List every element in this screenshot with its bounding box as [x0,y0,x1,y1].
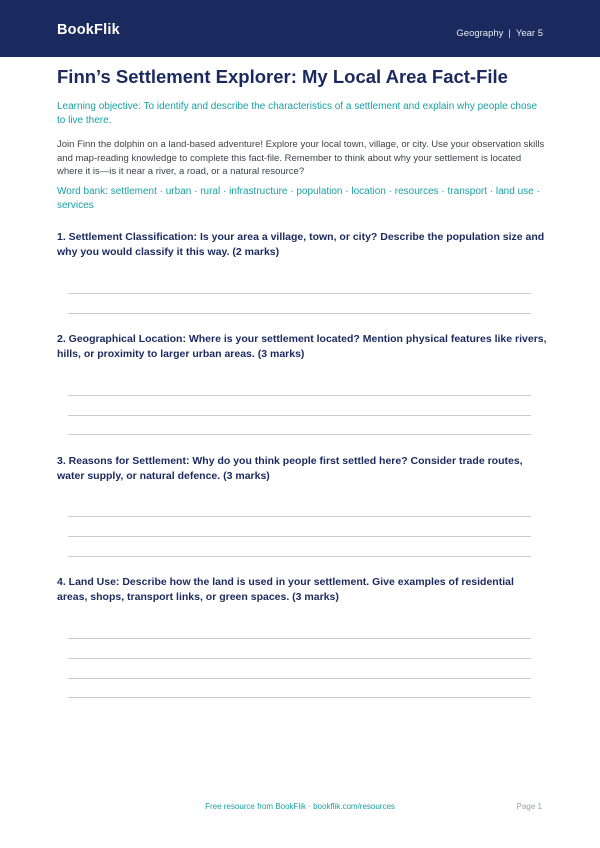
answer-line[interactable] [68,697,531,698]
subject-label: Geography [456,28,504,39]
answer-line[interactable] [68,395,531,396]
answer-line[interactable] [68,678,531,679]
question-4: 4. Land Use: Describe how the land is used in your settlement. Give examples of residential areas, shops, transport links, or green spaces. (3 marks) [57,576,514,603]
intro-paragraph: Join Finn the dolphin on a land-based adventure! Explore your local town, village, or city. Use your observation skills and map-reading knowledge to complete this fact-file. Remember to think about why your settlement is located where it is—is it near a river, a road, or a natural resource? [57,139,545,177]
answer-line[interactable] [68,293,531,294]
answer-line[interactable] [68,434,531,435]
answer-line[interactable] [68,536,531,537]
answer-line[interactable] [68,658,531,659]
footer-link[interactable]: Free resource from BookFlik · bookflik.com/resources [205,802,395,811]
answer-line[interactable] [68,516,531,517]
question-1: 1. Settlement Classification: Is your area a village, town, or city? Describe the population size and why you would classify it this way. (2 marks) [57,231,545,258]
meta-separator: | [508,28,511,39]
word-bank: Word bank: settlement · urban · rural · infrastructure · population · location · resources · transport · land use · services [57,186,540,211]
page-number: Page 1 [516,802,542,811]
subject-year-label [456,28,543,39]
question-2: 2. Geographical Location: Where is your settlement located? Mention physical features like rivers, hills, or proximity to larger urban areas. (3 marks) [57,333,547,360]
page-title: Finn’s Settlement Explorer: My Local Area Fact-File [57,66,508,87]
answer-line[interactable] [68,556,531,557]
answer-line[interactable] [68,415,531,416]
answer-line[interactable] [68,313,531,314]
brand-logo-text: BookFlik [57,22,120,38]
header-bar [0,0,600,57]
answer-line[interactable] [68,638,531,639]
question-3: 3. Reasons for Settlement: Why do you think people first settled here? Consider trade routes, water supply, or natural defence. (3 marks) [57,455,523,482]
year-label: Year 5 [515,28,543,39]
learning-objective: Learning objective: To identify and describe the characteristics of a settlement and explain why people chose to live there. [57,101,538,126]
